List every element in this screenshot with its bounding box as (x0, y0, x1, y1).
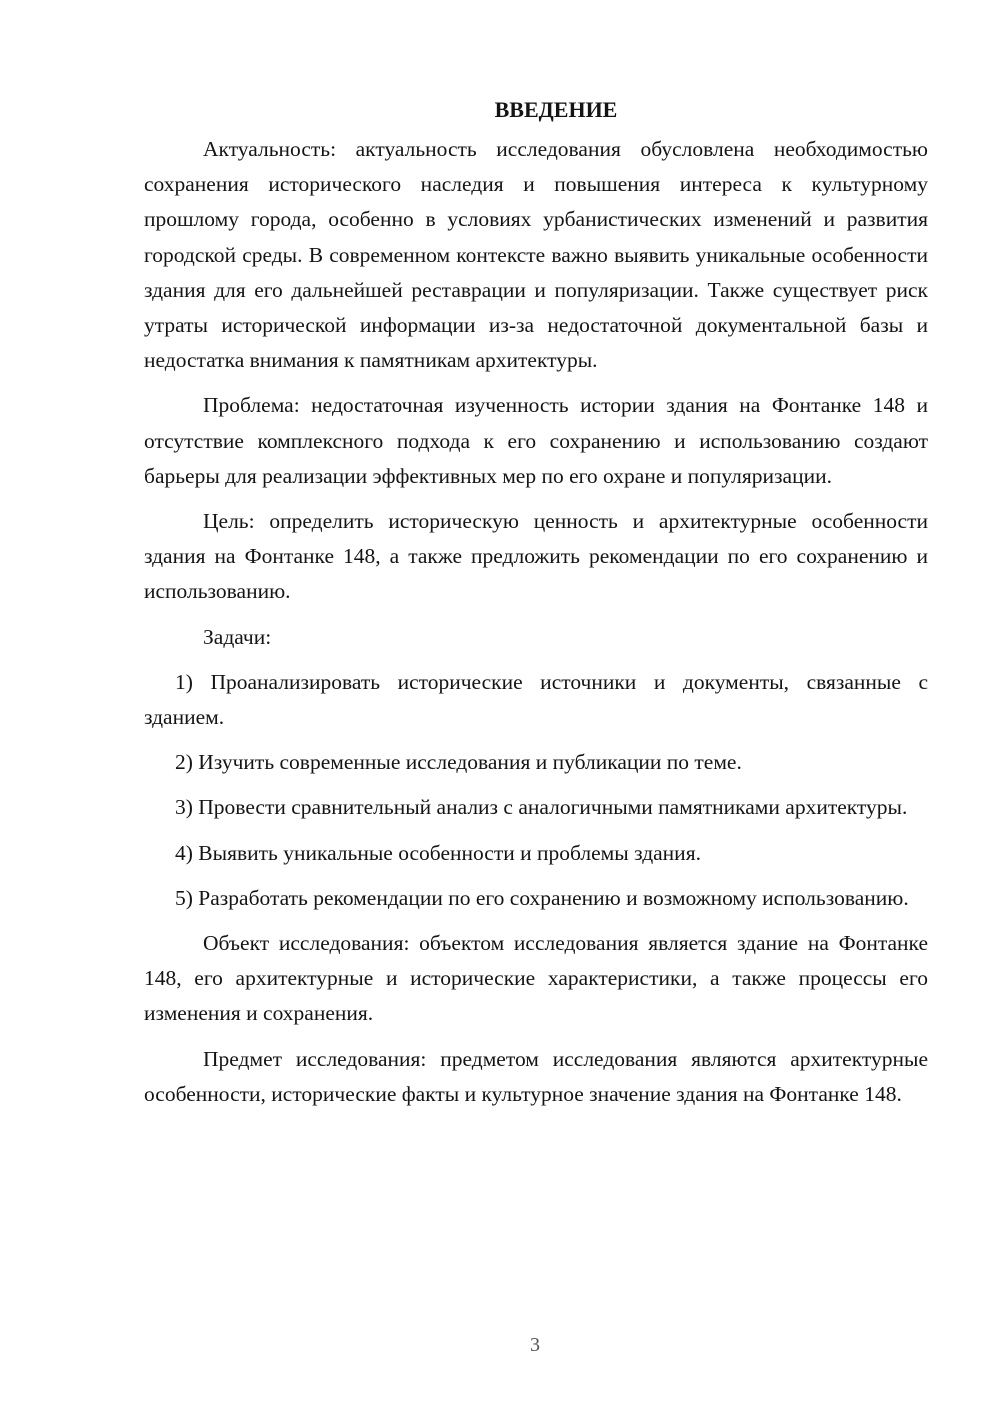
page-number: 3 (530, 1334, 540, 1356)
paragraph-object: Объект исследования: объектом исследования является здание на Фонтанке 148, его архитектурные и исторические характеристики, а также процессы его изменения и сохранения. (144, 931, 928, 1026)
task-item-1: 1) Проанализировать исторические источники и документы, связанные с зданием. (144, 669, 928, 730)
paragraph-subject: Предмет исследования: предметом исследования являются архитектурные особенности, исторические факты и культурное значение здания на Фонтанке 148. (144, 1046, 928, 1106)
task-item-2: 2) Изучить современные исследования и публикации по теме. (175, 750, 742, 775)
tasks-label: Задачи: (203, 624, 272, 649)
section-heading: ВВЕДЕНИЕ (494, 97, 618, 122)
paragraph-problem: Проблема: недостаточная изученность истории здания на Фонтанке 148 и отсутствие комплексного подхода к его сохранению и использованию создают барьеры для реализации эффективных мер по его охране и популяризации. (144, 393, 928, 488)
task-item-5: 5) Разработать рекомендации по его сохранению и возможному использованию. (175, 885, 909, 910)
paragraph-goal: Цель: определить историческую ценность и архитектурные особенности здания на Фонтанке 148, а также предложить рекомендации по его сохранению и использованию. (144, 509, 928, 604)
task-item-3: 3) Провести сравнительный анализ с аналогичными памятниками архитектуры. (175, 795, 908, 820)
task-item-4: 4) Выявить уникальные особенности и проблемы здания. (175, 840, 701, 865)
paragraph-actuality: Актуальность: актуальность исследования обусловлена необходимостью сохранения исторического наследия и повышения интереса к культурному прошлому города, особенно в условиях урбанистических изменений и развития городской среды. В современном контексте важно выявить уникальные особенности здания для его дальнейшей реставрации и популяризации. Также существует риск утраты исторической информации из-за недостаточной документальной базы и недостатка внимания к памятникам архитектуры. (144, 137, 928, 373)
